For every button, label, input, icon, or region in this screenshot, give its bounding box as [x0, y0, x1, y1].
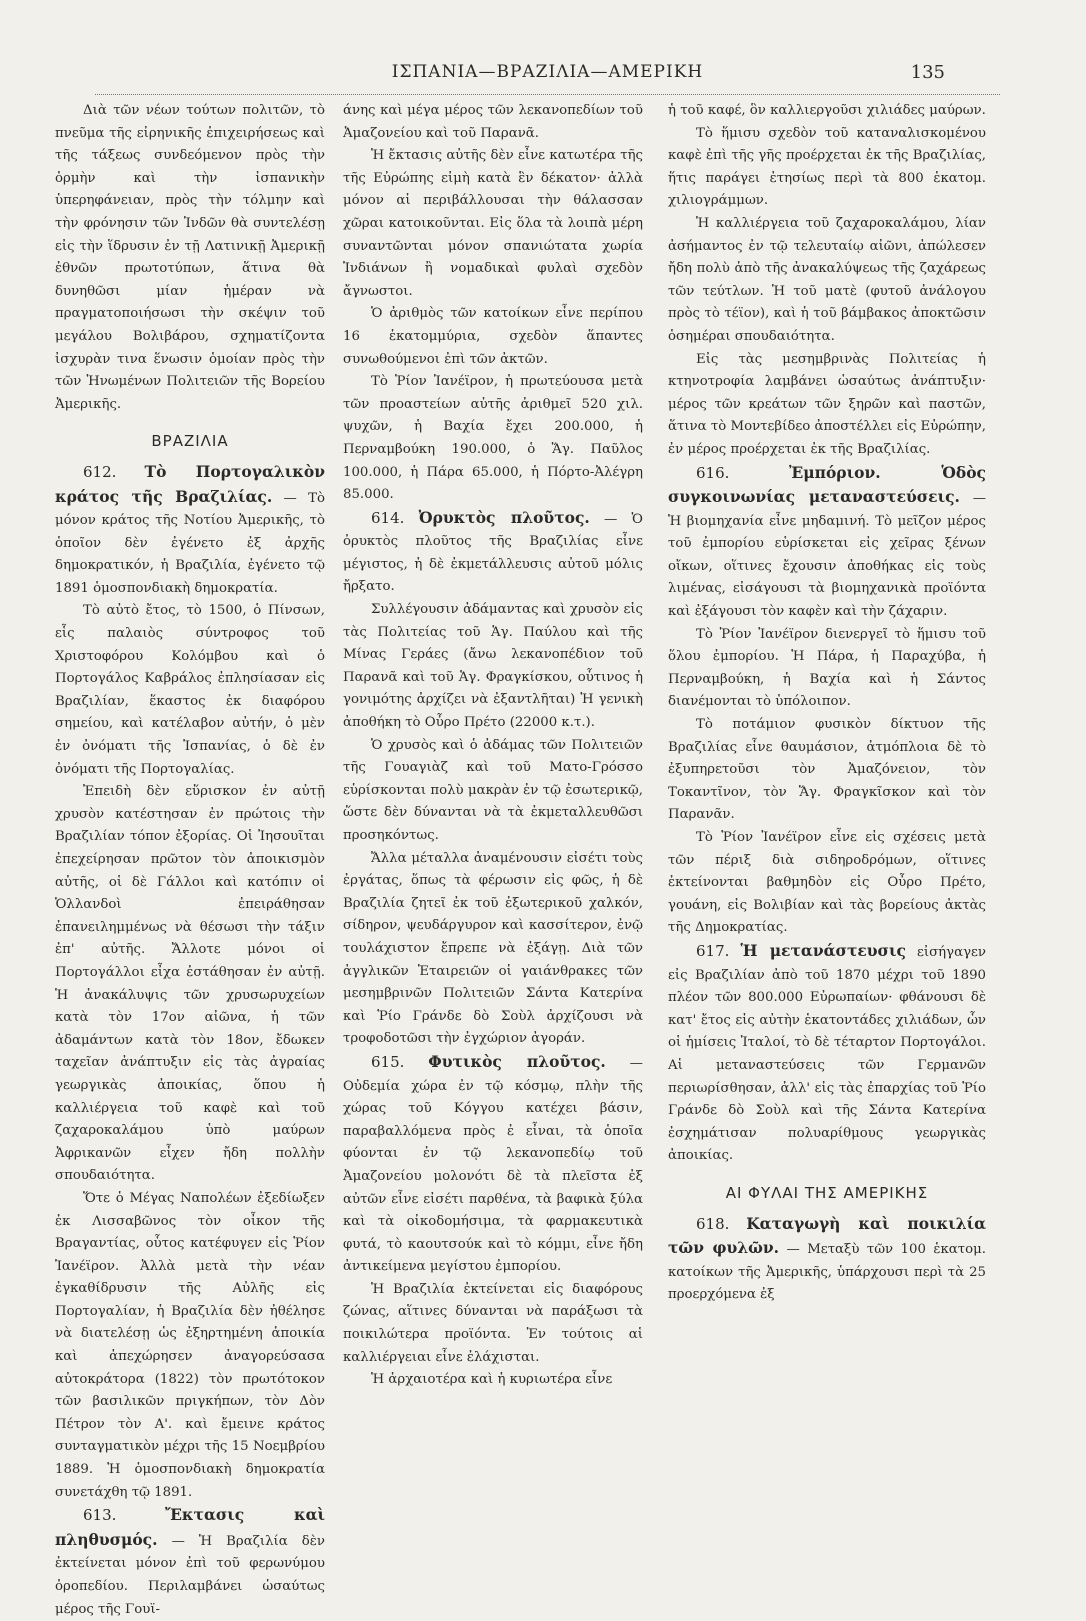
paragraph: Ἐπειδὴ δὲν εὕρισκον ἐν αὐτῇ χρυσὸν κατέστησαν ἐν πρώτοις τὴν Βραζιλίαν τόπον ἐξορίας. Οἱ Ἰησουῖται ἐπεχείρησαν πρῶτον τὸν ἀποικισμὸν αὐτῆς, οἱ δὲ Γάλλοι καὶ κατόπιν οἱ Ὁλλανδοὶ ἐπειράθησαν ἐπανειλημμένως νὰ θέσωσι τὴν τάξιν ἐπ' αὐτῆς. Ἄλλοτε μόνοι οἱ Πορτογάλλοι εἶχα ἐστάθησαν ἐν αὐτῇ. Ἡ ἀνακάλυψις τῶν χρυσωρυχείων κατὰ τὸν 17ον αἰῶνα, ἡ τῶν ἀδαμάντων κατὰ τὸν 18ον, ἔδωκεν ταχεῖαν ἀνάπτυξιν εἰς τὰς ἀγραίας γεωργικὰς ἀποικίας, ὅπου ἡ καλλιέργεια τοῦ καφὲ καὶ τοῦ ζαχαροκαλάμου ὑπὸ μαύρων Ἀφρικανῶν εἶχεν ἤδη πολλὴν σπουδαιότητα.: [55, 784, 325, 1184]
paragraph: Ἡ ἀρχαιοτέρα καὶ ἡ κυριωτέρα εἶνε: [371, 1372, 613, 1388]
entry-614: [343, 507, 643, 599]
entry-number: 618.: [696, 1214, 730, 1233]
paragraph: Ἡ Βραζιλία ἐκτείνεται εἰς διαφόρους ζώνας, αἵτινες δύνανται νὰ παράξωσι τὰ ποικιλώτερα προϊόντα. Ἐν τούτοις αἱ καλλιέργειαι εἶνε ἐλάχισται.: [343, 1281, 643, 1365]
entry-title: Καταγωγὴ καὶ ποικιλία τῶν φυλῶν.: [668, 1213, 987, 1258]
entry-text: — Μεταξὺ τῶν 100 ἑκατομ. κατοίκων τῆς Ἀμερικῆς, ὑπάρχουσι περὶ τὰ 25 προερχόμενα ἐξ: [668, 1242, 986, 1303]
paragraph: Συλλέγουσιν ἀδάμαντας καὶ χρυσὸν εἰς τὰς Πολιτείας τοῦ Ἁγ. Παύλου καὶ τῆς Μίνας Γεράες (ἄνω λεκανοπέδιον τοῦ Παρανᾶ καὶ τοῦ Ἁγ. Φραγκίσκου, οὗτινος ἡ γονιμότης ἀρχίζει νὰ ἐξαντλῆται) Ἡ γενικὴ ἀποθήκη τὸ Οὖρο Πρέτο (22000 κ.τ.).: [343, 602, 643, 731]
entry-615: [343, 1051, 643, 1279]
entry-text: εἰσήγαγεν εἰς Βραζιλίαν ἀπὸ τοῦ 1870 μέχρι τοῦ 1890 πλέον τῶν 800.000 Εὐρωπαίων· φθάνουσι δὲ κατ' ἔτος εἰς αὐτὴν ἑκατοντάδες χιλιάδων, ὧν οἱ ἡμίσεις Ἰταλοί, τὸ δὲ τέταρτον Πορτογάλοι. Αἱ μεταναστεύσεις τῶν Γερμανῶν περιωρίσθησαν, ἀλλ' εἰς τὰς ἐπαρχίας τοῦ Ῥίο Γράνδε δὸ Σοὺλ καὶ τῆς Σάντα Κατερίνα ἐσχημάτισαν πολυαρίθμους γεωργικὰς ἀποικίας.: [668, 944, 986, 1164]
paragraph: Εἰς τὰς μεσημβρινὰς Πολιτείας ἡ κτηνοτροφία λαμβάνει ὡσαύτως ἀνάπτυξιν· μέρος τῶν κρεάτων τῶν ξηρῶν καὶ παστῶν, ἅτινα τὸ Μοντεβίδεο ἀποστέλλει εἰς Εὐρώπην, ἐν μέρος προέρχεται ἐκ τῆς Βραζιλίας.: [668, 351, 986, 457]
paragraph: Τὸ ἥμισυ σχεδὸν τοῦ καταναλισκομένου καφὲ ἐπὶ τῆς γῆς προέρχεται ἐκ τῆς Βραζιλίας, ἥτις παράγει ἐτησίως περὶ τὰ 800 ἑκατομ. χιλιογράμμων.: [668, 125, 986, 209]
entry-number: 612.: [83, 462, 117, 481]
entry-617: [668, 940, 986, 1168]
entry-title: Ἡ μετανάστευσις: [740, 940, 906, 960]
paragraph: Ὁ χρυσὸς καὶ ὁ ἀδάμας τῶν Πολιτειῶν τῆς Γουαγιὰζ καὶ τοῦ Ματο-Γρόσσο εὑρίσκονται πολὺ μακρὰν ἐν τῷ ἐσωτερικῷ, ὥστε δὲν δύνανται νὰ τὰ ἐκμεταλλευθῶσι προσηκόντως.: [343, 737, 643, 843]
paragraph: Ἡ καλλιέργεια τοῦ ζαχαροκαλάμου, λίαν ἀσήμαντος ἐν τῷ τελευταίῳ αἰῶνι, ἀπώλεσεν ἤδη πολὺ ἀπὸ τῆς ἀνακαλύψεως τῆς ζαχάρεως τῶν τεύτλων. Ἡ τοῦ ματὲ (φυτοῦ ἀνάλογου πρὸς τὸ τέϊον), καὶ ἡ τοῦ βάμβακος ἀποκτῶσιν ὁσημέραι σπουδαιότητα.: [668, 215, 986, 344]
entry-text: — Τὸ μόνον κράτος τῆς Νοτίου Ἀμερικῆς, τὸ ὁποῖον δὲν ἐγένετο ἐξ ἀρχῆς δημοκρατικόν, ἡ Βραζιλία, ἐγένετο τῷ 1891 ὁμοσπονδιακὴ δημοκρατία.: [55, 490, 326, 596]
paragraph: Τὸ ποτάμιον φυσικὸν δίκτυον τῆς Βραζιλίας εἶνε θαυμάσιον, ἀτμόπλοια δὲ τὸ ἐξυπηρετοῦσι τὸν Ἀμαζόνειον, τὸν Τοκαντῖνον, τὸν Ἅγ. Φραγκῖσκον καὶ τὸν Παρανᾶν.: [668, 717, 986, 823]
page-number: 135: [910, 62, 945, 83]
paragraph: Ὅτε ὁ Μέγας Ναπολέων ἐξεδίωξεν ἐκ Λισσαβῶνος τὸν οἶκον τῆς Βραγαντίας, οὗτος κατέφυγεν εἰς Ῥίον Ἰανέϊρον. Ἀλλὰ μετὰ τὴν νέαν ἐγκαθίδρυσιν τῆς Αὐλῆς εἰς Πορτογαλίαν, ἡ Βραζιλία δὲν ἠθέλησε νὰ διατελέσῃ ὡς ἐξηρτημένη ἀποικία καὶ ἀπεχώρησεν ἀναγορεύσασα αὐτοκράτορα (1822) τὸν πρωτότοκον τῶν βασιλικῶν πριγκήπων, τὸν Δὸν Πέτρον τὸν Α'. καὶ ἔμεινε κράτος συνταγματικὸν μέχρι τῆς 15 Νοεμβρίου 1889. Ἡ ὁμοσπονδιακὴ δημοκρατία συνετάχθη τῷ 1891.: [55, 1190, 325, 1500]
paragraph: Ἄλλα μέταλλα ἀναμένουσιν εἰσέτι τοὺς ἐργάτας, ὅπως τὰ φέρωσιν εἰς φῶς, ἡ δὲ Βραζιλία ζητεῖ ἐκ τοῦ ἐξωτερικοῦ χαλκόν, σίδηρον, ψευδάργυρον καὶ κασσίτερον, ἐνῷ τουλάχιστον ἔπρεπε νὰ ἐξάγῃ. Διὰ τῶν ἀγγλικῶν Ἑταιρειῶν οἱ γαιάνθρακες τῶν μεσημβρινῶν Πολιτειῶν Σάντα Κατερίνα καὶ Ῥίο Γράνδε δὸ Σοὺλ ἀρχίζουσι νὰ τροφοδοτῶσι τὴν ἐγχώριον ἀγοράν.: [343, 850, 643, 1047]
entry-title: Ὀρυκτὸς πλοῦτος.: [418, 507, 590, 527]
entry-text: — Ἡ Βραζιλία δὲν ἐκτείνεται μόνον ἐπὶ τοῦ φερωνύμου ὀροπεδίου. Περιλαμβάνει ὡσαύτως μέρος τῆς Γουϊ-: [55, 1533, 325, 1617]
paragraph: Τὸ Ῥίον Ἰανέϊρον, ἡ πρωτεύουσα μετὰ τῶν προαστείων αὐτῆς ἀριθμεῖ 520 χιλ. ψυχῶν, ἡ Βαχία ἔχει 200.000, ἡ Περναμβούκη 190.000, ὁ Ἅγ. Παῦλος 100.000, ἡ Πάρα 65.000, ἡ Πόρτο-Ἀλέγρη 85.000.: [343, 374, 643, 503]
entry-number: 613.: [83, 1506, 117, 1525]
paragraph: Τὸ αὐτὸ ἔτος, τὸ 1500, ὁ Πίνσων, εἷς παλαιὸς σύντροφος τοῦ Χριστοφόρου Κολόμβου καὶ ὁ Πορτογάλος Καβράλος ἐπλησίασαν εἰς Βραζιλίαν, ἕκαστος ἐκ διαφόρου σημείου, καὶ κατέλαβον αὐτήν, ὁ μὲν ἐν ὀνόματι τῆς Ἰσπανίας, ὁ δὲ ἐν ὀνόματι τῆς Πορτογαλίας.: [55, 603, 325, 777]
entry-text: — Ἡ βιομηχανία εἶνε μηδαμινή. Τὸ μεῖζον μέρος τοῦ ἐμπορίου εὑρίσκεται εἰς χεῖρας ξένων οἴκων, οἵτινες ἔχουσιν ἀποθήκας εἰς τοὺς λιμένας, εἰσάγουσι τὰ βιομηχανικὰ προϊόντα καὶ ἐξάγουσι τὸν καφὲν καὶ τὴν ζάχαριν.: [668, 491, 986, 620]
entry-number: 615.: [371, 1052, 405, 1071]
entry-title: Ἔκτασις καὶ πληθυσμός.: [55, 1505, 325, 1549]
paragraph: Τὸ Ῥίον Ἰανέϊρον εἶνε εἰς σχέσεις μετὰ τῶν πέριξ διὰ σιδηροδρόμων, οἵτινες ἐκτείνονται βαθμηδὸν εἰς Οὖρο Πρέτο, γουάνη, εἰς Βολιβίαν καὶ τὰς βορείους ἀκτὰς τῆς Δημοκρατίας.: [668, 830, 986, 936]
entry-618: [668, 1213, 986, 1307]
paragraph: Ὁ ἀριθμὸς τῶν κατοίκων εἶνε περίπου 16 ἑκατομμύρια, σχεδὸν ἅπαντες συνωθούμενοι ἐπὶ τῶν ἀκτῶν.: [343, 306, 643, 367]
entry-title: Ἐμπόριον. Ὁδὸς συγκοινωνίας μεταναστεύσεις.: [668, 462, 986, 507]
paragraph: ἡ τοῦ καφέ, ὃν καλλιεργοῦσι χιλιάδες μαύρων.: [668, 103, 986, 118]
entry-title: Φυτικὸς πλοῦτος.: [428, 1051, 606, 1071]
paragraph: Διὰ τῶν νέων τούτων πολιτῶν, τὸ πνεῦμα τῆς εἰρηνικῆς ἐπιχειρήσεως καὶ τῆς τάξεως συνδεόμενον πρὸς τὴν ὁρμὴν καὶ τὴν ἰσπανικὴν ὑπερηφάνειαν, πρὸς τὴν τόλμην καὶ τὴν φρόνησιν τῶν Ἰνδῶν θὰ συντελέσῃ εἰς τὴν ἵδρυσιν ἐν τῇ Λατινικῇ Ἀμερικῇ ἐθνῶν πρωτοτύπων, ἅτινα θὰ δυνηθῶσι μίαν ἡμέραν νὰ πραγματοποιήσωσι τὴν σκέψιν τοῦ μεγάλου Βολιβάρου, σχηματίζοντα ἰσχυρὰν τινα ἕνωσιν ὁμοίαν πρὸς τὴν τῶν Ἡνωμένων Πολιτειῶν τῆς Βορείου Ἀμερικῆς.: [55, 103, 325, 412]
column-2: [343, 100, 643, 1480]
entry-613: [55, 1504, 325, 1621]
section-heading-american-races: ΑΙ ΦΥΛΑΙ ΤΗΣ ΑΜΕΡΙΚΗΣ: [725, 1183, 929, 1202]
entry-612: [55, 461, 325, 601]
entry-text: — Οὐδεμία χώρα ἐν τῷ κόσμῳ, πλὴν τῆς χώρας τοῦ Κόγγου κατέχει βάσιν, παραβαλλόμενα πρὸς ἐ εἶναι, τὰ ὁποῖα φύονται ἐν τῷ λεκανοπεδίῳ τοῦ Ἀμαζονείου μολονότι δὲ τὰ πλεῖστα ἐξ αὐτῶν εἶνε εἰσέτι παρθένα, τὰ βαφικὰ ξύλα καὶ τὰ οἰκοδομήσιμα, τὰ φαρμακευτικὰ φυτά, τὸ καουτσούκ καὶ τὸ κόμμι, εἶνε ἤδη ἀντικείμενα μεγίστου ἐμπορίου.: [343, 1055, 643, 1275]
running-header: [95, 58, 1000, 95]
entry-text: — Ὁ ὀρυκτὸς πλοῦτος τῆς Βραζιλίας εἶνε μέγιστος, ἡ δὲ ἐκμετάλλευσις αὐτοῦ μόλις ἤρξατο.: [343, 511, 643, 595]
entry-616: [668, 462, 986, 624]
running-title: ΙΣΠΑΝΙΑ—ΒΡΑΖΙΛΙΑ—ΑΜΕΡΙΚΗ: [391, 62, 704, 82]
section-heading-brazil: ΒΡΑΖΙΛΙΑ: [151, 432, 229, 451]
paragraph: Ἡ ἔκτασις αὐτῆς δὲν εἶνε κατωτέρα τῆς τῆς Εὐρώπης εἰμὴ κατὰ ἓν δέκατον· ἀλλὰ μόνον αἱ περιβάλλουσαι τὴν θάλασσαν χῶραι κατοικοῦνται. Εἰς ὅλα τὰ λοιπὰ μέρη συναντῶνται μόνον σπανιώτατα χωρία Ἰνδιάνων ἢ νομαδικαὶ φυλαὶ σχεδὸν ἄγνωστοι.: [343, 148, 643, 299]
entry-title: Τὸ Πορτογαλικὸν κράτος τῆς Βραζιλίας.: [55, 461, 326, 506]
entry-number: 616.: [696, 463, 730, 482]
column-1: [55, 100, 326, 1617]
column-3: [668, 100, 986, 1480]
entry-number: 614.: [371, 508, 405, 527]
paragraph: Τὸ Ῥίον Ἰανέϊρον διενεργεῖ τὸ ἥμισυ τοῦ ὅλου ἐμπορίου. Ἡ Πάρα, ἡ Παραχύβα, ἡ Περναμβούκη, ἡ Βαχία καὶ ἡ Σάντος διανέμονται τὸ ὑπόλοιπον.: [668, 626, 986, 710]
entry-number: 617.: [696, 941, 730, 960]
paragraph: άνης καὶ μέγα μέρος τῶν λεκανοπεδίων τοῦ Ἀμαζονείου καὶ τοῦ Παρανᾶ.: [343, 103, 643, 141]
